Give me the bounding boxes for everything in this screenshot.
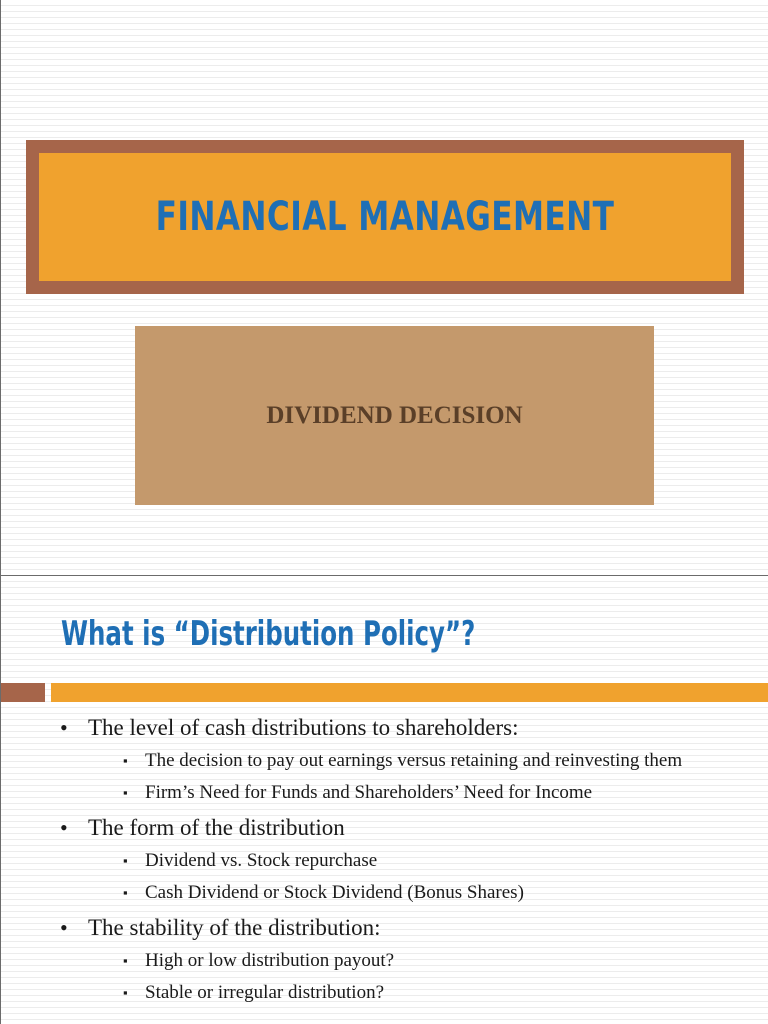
sub-bullet-item: ▪ The decision to pay out earnings versus retaining and reinvesting them xyxy=(88,748,737,773)
sub-bullet-item: ▪ Cash Dividend or Stock Dividend (Bonus Shares) xyxy=(88,880,737,905)
slide-subtitle: DIVIDEND DECISION xyxy=(266,401,523,429)
sub-bullet-item: ▪ Dividend vs. Stock repurchase xyxy=(88,848,737,873)
bullet-list xyxy=(57,712,737,1012)
bullet-text: The level of cash distributions to shareholders: xyxy=(88,715,519,740)
bullet-item xyxy=(57,912,737,1005)
title-banner xyxy=(39,153,731,281)
sub-bullet-list xyxy=(88,748,737,805)
accent-bar-left xyxy=(1,683,45,702)
bullet-item xyxy=(57,712,737,805)
sub-bullet-item: ▪ High or low distribution payout? xyxy=(88,948,737,973)
subtitle-box xyxy=(135,326,654,505)
sub-bullet-item: ▪ Stable or irregular distribution? xyxy=(88,980,737,1005)
sub-bullet-list xyxy=(88,948,737,1005)
content-slide xyxy=(0,576,768,1024)
content-slide-title: What is “Distribution Policy”? xyxy=(61,614,476,654)
slide-title: FINANCIAL MANAGEMENT xyxy=(155,194,615,240)
bullet-text: The form of the distribution xyxy=(88,815,345,840)
bullet-text: The stability of the distribution: xyxy=(88,915,381,940)
title-frame xyxy=(26,140,744,294)
accent-bar-right xyxy=(51,683,768,702)
sub-bullet-item: ▪ Firm’s Need for Funds and Shareholders’ Need for Income xyxy=(88,780,737,805)
sub-bullet-list xyxy=(88,848,737,905)
bullet-item xyxy=(57,812,737,905)
